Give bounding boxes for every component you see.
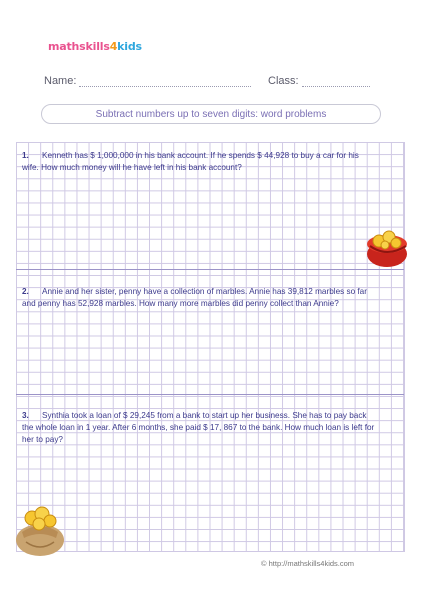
class-line	[302, 77, 370, 87]
question-3-text: Synthia took a loan of $ 29,245 from a bank to start up her business. She has to pay back the whole loan in 1 year. After 6 months, she paid $ 17, 867 to the bank. How much loan is left for her to pay?	[22, 411, 375, 445]
question-3-number: 3.	[22, 411, 29, 420]
section-divider-1	[16, 269, 404, 270]
question-3	[22, 410, 377, 446]
footer-copyright: © http://mathskills4kids.com	[261, 559, 355, 568]
answer-grid[interactable]	[16, 142, 405, 552]
name-label: Name:	[44, 75, 77, 87]
treasure-pot-icon	[362, 224, 412, 270]
logo-text-part3: kids	[117, 40, 142, 53]
question-2-number: 2.	[22, 287, 29, 296]
worksheet-title: Subtract numbers up to seven digits: word problems	[41, 104, 381, 124]
question-1-number: 1.	[22, 151, 29, 160]
name-field[interactable]	[44, 75, 251, 87]
name-line	[79, 77, 251, 87]
site-logo	[48, 40, 142, 53]
class-field[interactable]	[268, 75, 370, 87]
question-1	[22, 150, 377, 174]
question-1-text: Kenneth has $ 1,000,000 in his bank account. If he spends $ 44,928 to buy a car for his wife. How much money will he have left in his bank account?	[22, 151, 359, 173]
section-divider-2	[16, 394, 404, 395]
logo-text-part1: mathskills	[48, 40, 110, 53]
question-2	[22, 286, 377, 310]
class-label: Class:	[268, 75, 299, 87]
logo-text-part2: 4	[109, 40, 118, 53]
gold-sack-icon	[12, 502, 68, 558]
question-2-text: Annie and her sister, penny have a collection of marbles. Annie has 39,812 marbles so far and penny has 52,928 marbles. How many more marbles did penny collect than Annie?	[22, 287, 367, 309]
